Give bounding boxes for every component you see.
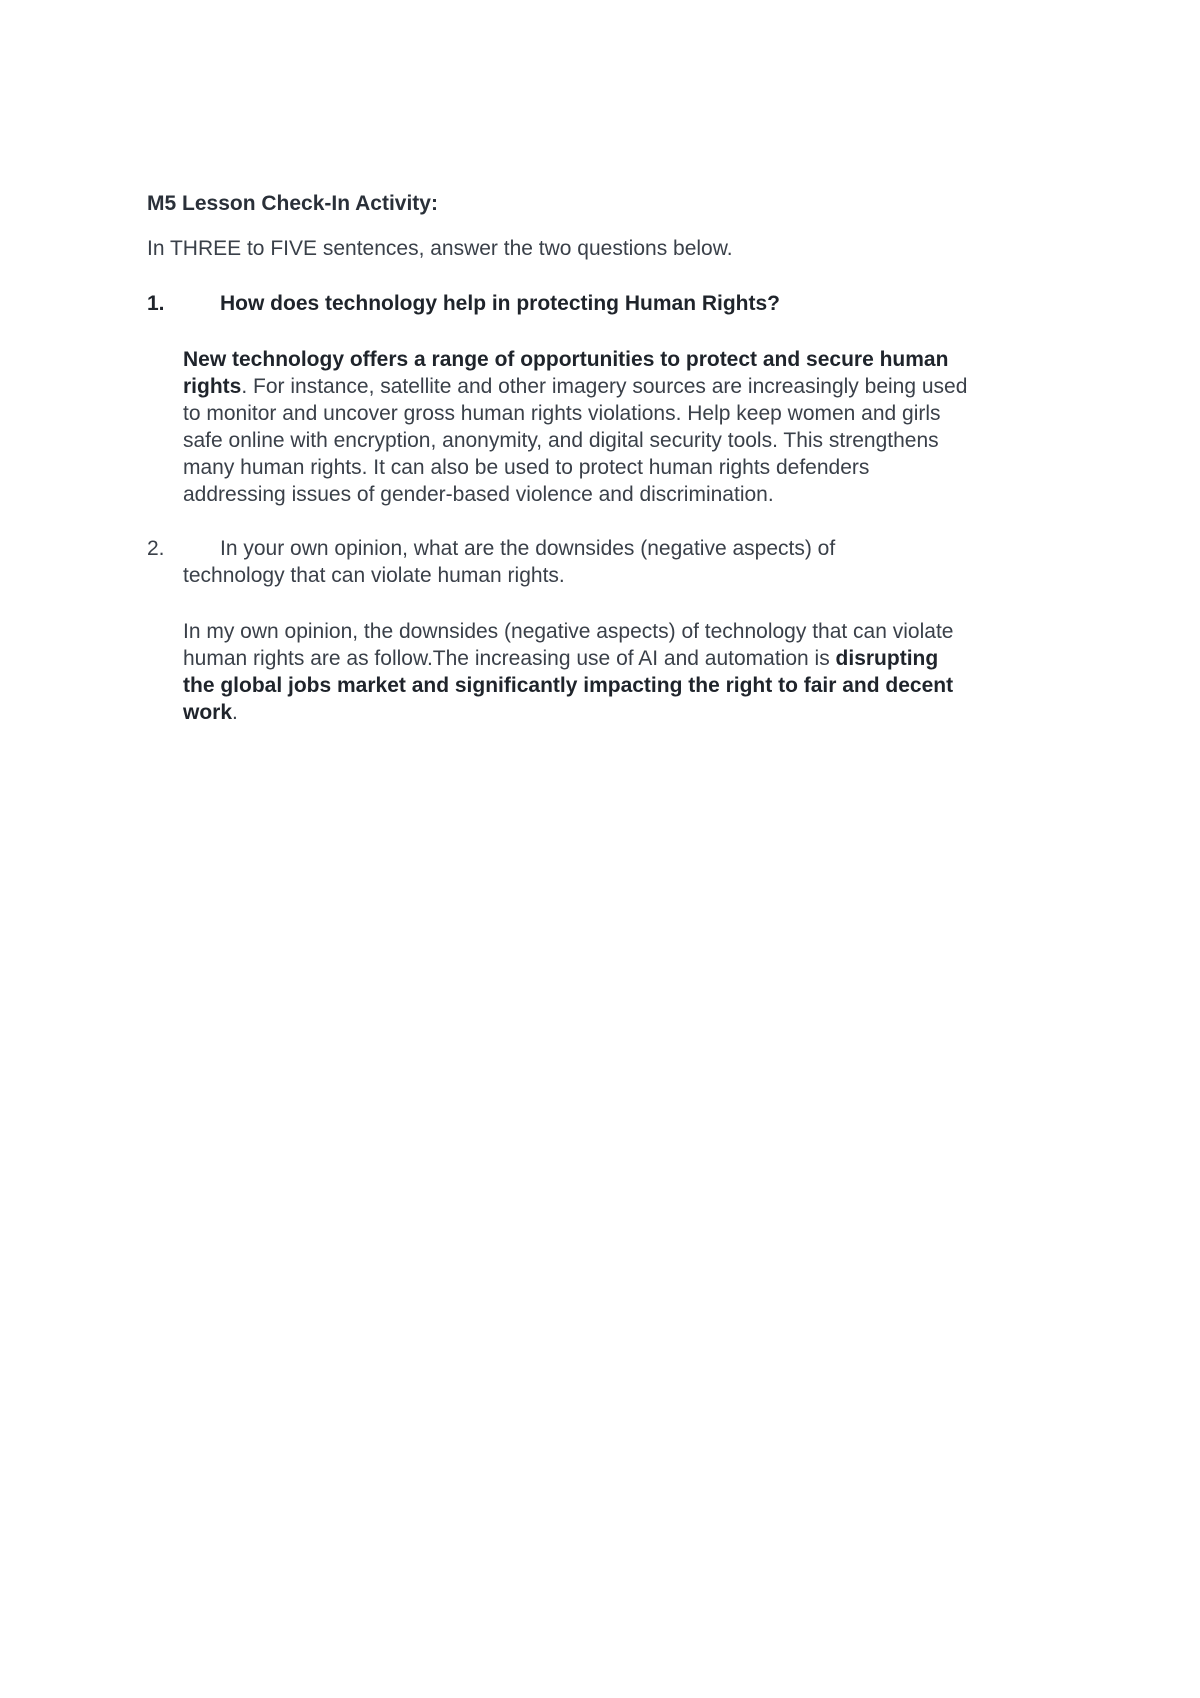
answer-line	[183, 373, 1063, 400]
page-title: M5 Lesson Check-In Activity:	[147, 192, 438, 215]
answer-text: many human rights. It can also be used to protect human rights defenders	[183, 456, 870, 479]
answer-text: safe online with encryption, anonymity, and digital security tools. This strengthens	[183, 429, 939, 452]
answer-line	[183, 400, 1063, 427]
answer-bold-text: the global jobs market and significantly impacting the right to fair and decent	[183, 674, 954, 697]
answer-line	[183, 699, 1063, 726]
question-text: How does technology help in protecting Human Rights?	[220, 292, 781, 315]
answer-text: . For instance, satellite and other imagery sources are increasingly being used	[241, 375, 968, 398]
question-2	[147, 537, 835, 561]
question-number: 1.	[147, 292, 165, 315]
answer-bold-text: New technology offers a range of opportunities to protect and secure human	[183, 348, 949, 371]
answer-text: human rights are as follow.The increasing use of AI and automation is	[183, 647, 836, 670]
question-1	[147, 292, 780, 316]
answer-text: addressing issues of gender-based violence and discrimination.	[183, 483, 774, 506]
answer-text: In my own opinion, the downsides (negative aspects) of technology that can violate	[183, 620, 954, 643]
question-text: In your own opinion, what are the downsides (negative aspects) of	[220, 537, 836, 560]
answer-line	[183, 672, 1063, 699]
answer-line	[183, 645, 1063, 672]
question-number: 2.	[147, 537, 165, 560]
answer-bold-text: rights	[183, 375, 242, 398]
answer-line	[183, 346, 1063, 373]
answer-bold-text: disrupting	[835, 647, 939, 670]
question-text-continued: technology that can violate human rights.	[183, 564, 565, 587]
answer-text: to monitor and uncover gross human rights violations. Help keep women and girls	[183, 402, 941, 425]
answer-2	[183, 618, 1063, 726]
answer-line	[183, 618, 1063, 645]
answer-bold-text: work	[183, 701, 233, 724]
answer-text: .	[232, 701, 238, 724]
answer-1	[183, 346, 1063, 508]
answer-line	[183, 454, 1063, 481]
instruction-text: In THREE to FIVE sentences, answer the two questions below.	[147, 237, 733, 260]
answer-line	[183, 427, 1063, 454]
answer-line	[183, 481, 1063, 508]
